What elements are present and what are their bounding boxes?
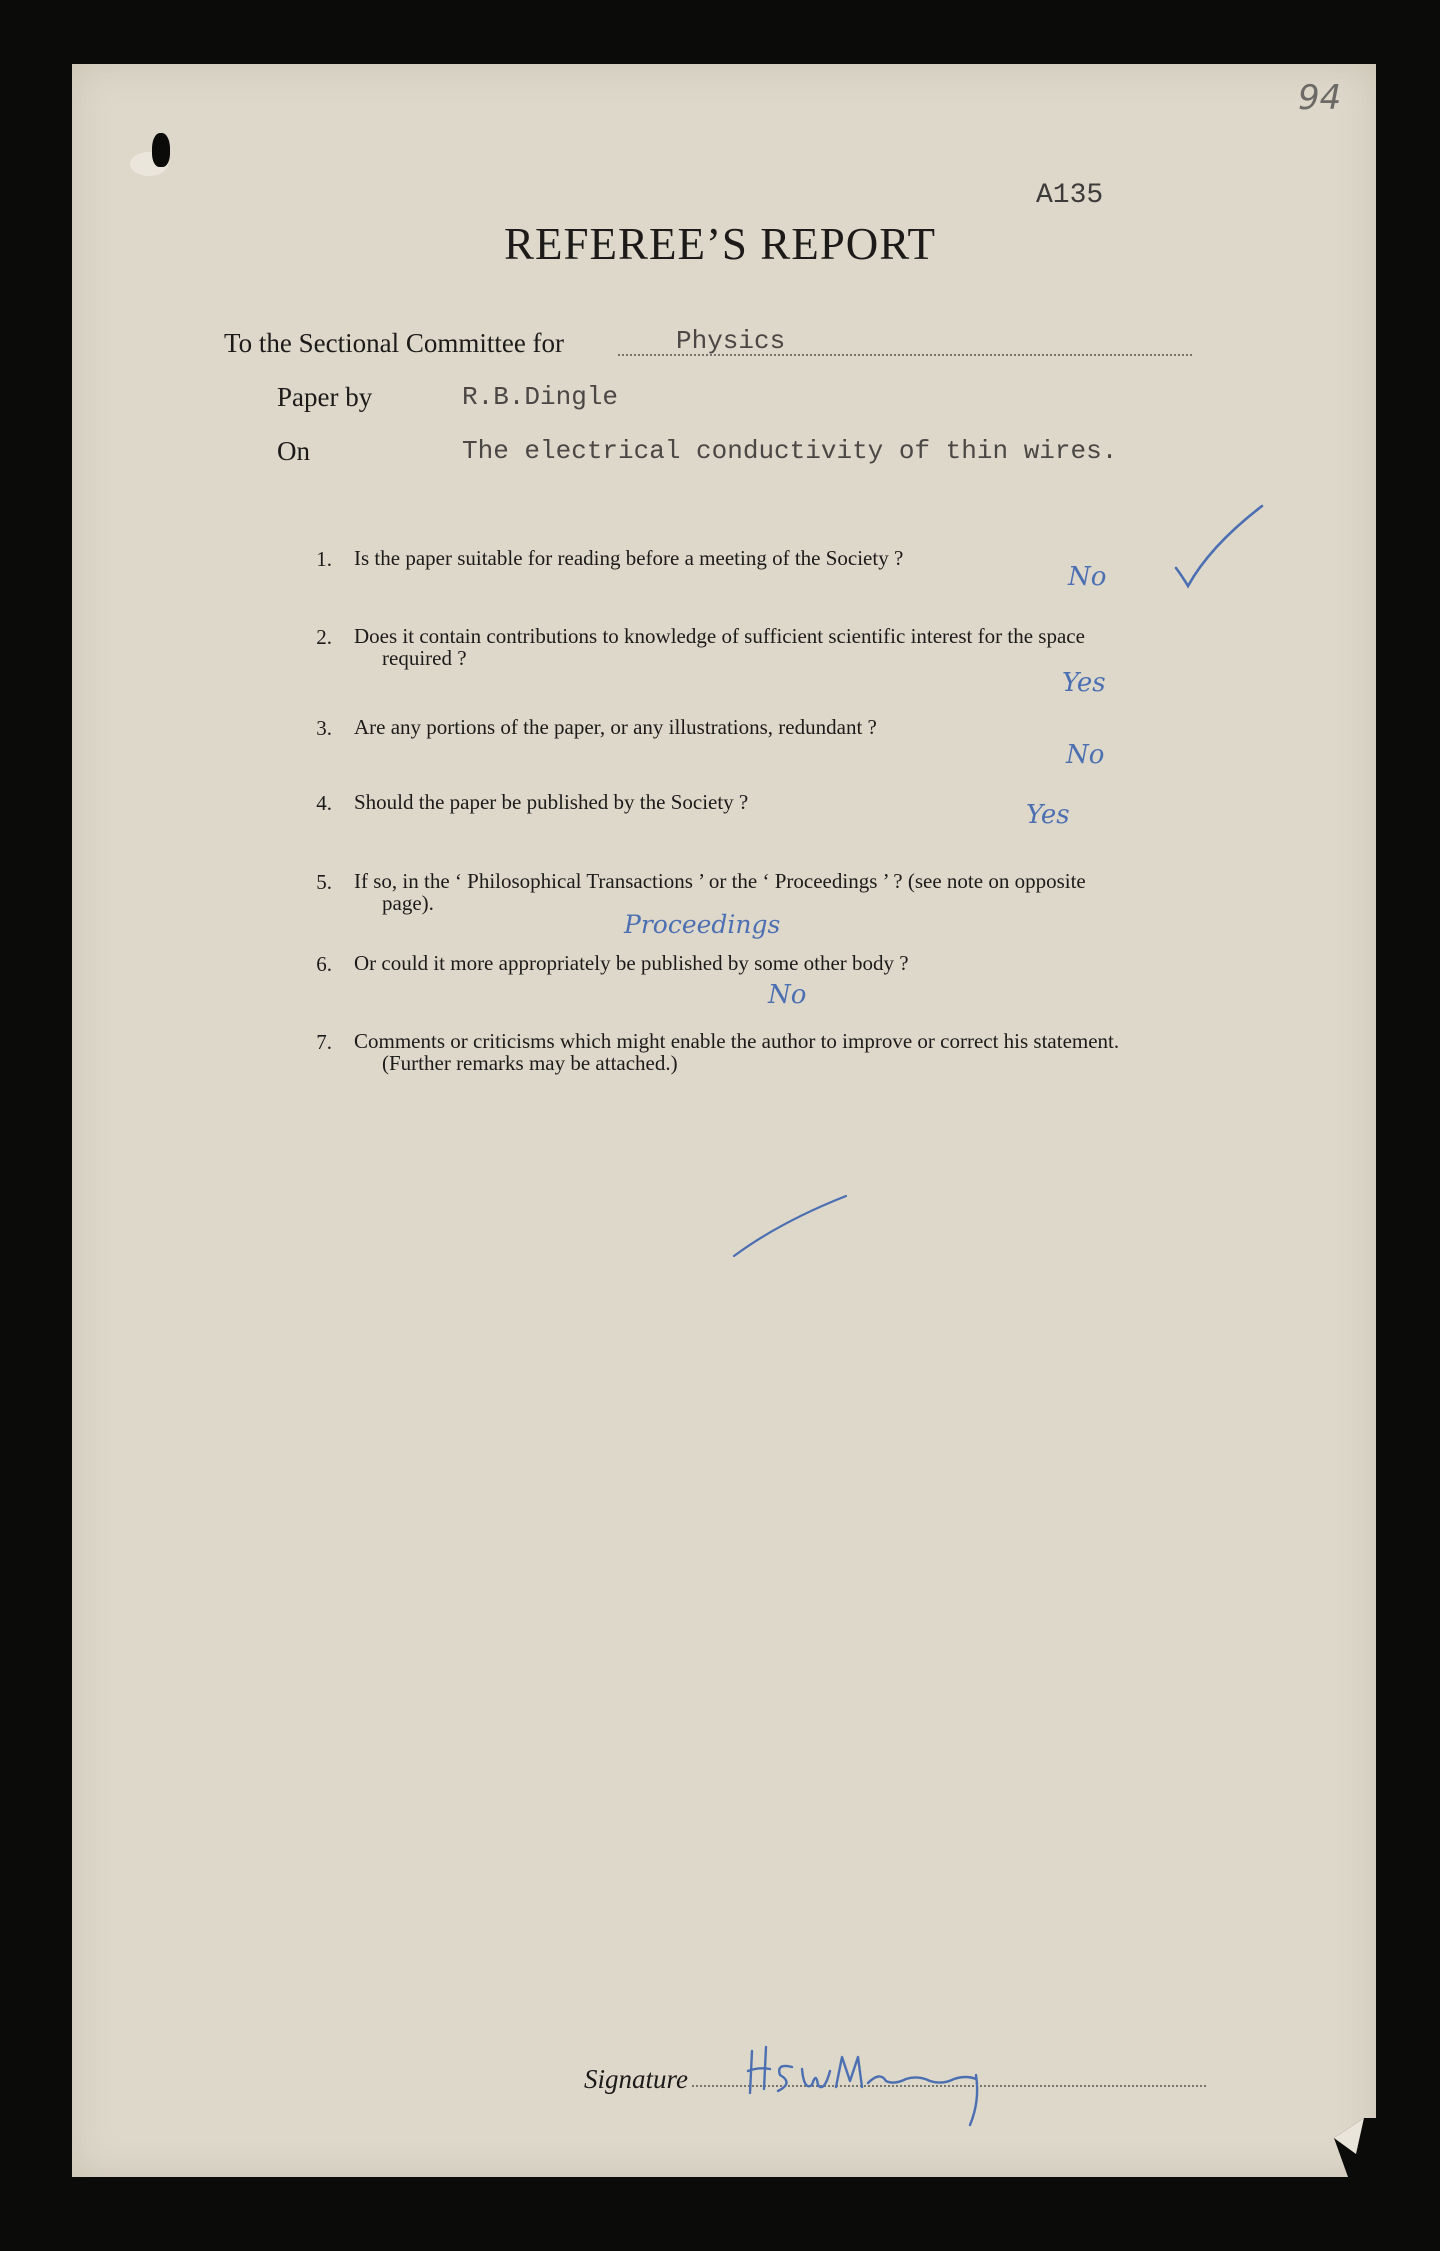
answer-2: Yes: [1062, 668, 1106, 698]
question-5-text: [354, 870, 1206, 914]
committee-label: To the Sectional Committee for: [224, 328, 565, 358]
question-6-number: 6.: [316, 952, 332, 976]
paper-by-value: R.B.Dingle: [462, 382, 619, 412]
question-7-line-1: Comments or criticisms which might enable the author to improve or correct his statement.: [354, 1029, 1120, 1053]
question-7-number: 7.: [316, 1030, 332, 1054]
answer-1: No: [1068, 562, 1107, 592]
question-1-line-1: Is the paper suitable for reading before a meeting of the Society ?: [354, 546, 904, 570]
answer-5: Proceedings: [624, 910, 781, 939]
question-2-line-2: required ?: [382, 646, 467, 670]
question-5-line-1: If so, in the ‘ Philosophical Transactions ’ or the ‘ Proceedings ’ ? (see note on opposite: [354, 869, 1086, 893]
question-1-number: 1.: [316, 547, 332, 571]
report-sheet: [72, 64, 1376, 2177]
question-3-line-1: Are any portions of the paper, or any illustrations, redundant ?: [354, 715, 877, 739]
answer-3: No: [1066, 740, 1105, 770]
question-2-text: [354, 625, 1206, 669]
pen-stroke-mark: [730, 1192, 850, 1260]
handwritten-signature: [744, 2045, 1044, 2129]
question-4-line-1: Should the paper be published by the Society ?: [354, 790, 749, 814]
question-5-line-2: page).: [382, 891, 434, 915]
page-title: REFEREE’S REPORT: [503, 219, 937, 269]
paper-by-label: Paper by: [277, 382, 373, 412]
punch-hole: [152, 133, 170, 167]
answer-6: No: [768, 980, 807, 1010]
question-2-number: 2.: [316, 625, 332, 649]
question-7-line-2: (Further remarks may be attached.): [382, 1051, 678, 1075]
question-6-line-1: Or could it more appropriately be published by some other body ?: [354, 951, 909, 975]
reference-code: A135: [1036, 180, 1104, 211]
on-value: The electrical conductivity of thin wires.: [462, 436, 1118, 466]
question-3-number: 3.: [316, 716, 332, 740]
signature-label: Signature: [584, 2064, 688, 2094]
question-7-text: [354, 1030, 1206, 1074]
question-6-text: [354, 952, 1206, 974]
folded-corner: [1334, 2118, 1376, 2177]
page-number: 94: [1298, 78, 1342, 118]
question-4-number: 4.: [316, 791, 332, 815]
question-5-number: 5.: [316, 870, 332, 894]
on-label: On: [277, 436, 310, 466]
checkmark-icon: [1170, 502, 1270, 592]
question-4-text: [354, 791, 1206, 813]
question-2-line-1: Does it contain contributions to knowledge of sufficient scientific interest for the space: [354, 624, 1085, 648]
answer-4: Yes: [1026, 800, 1070, 830]
question-3-text: [354, 716, 1206, 738]
committee-value: Physics: [676, 326, 786, 356]
